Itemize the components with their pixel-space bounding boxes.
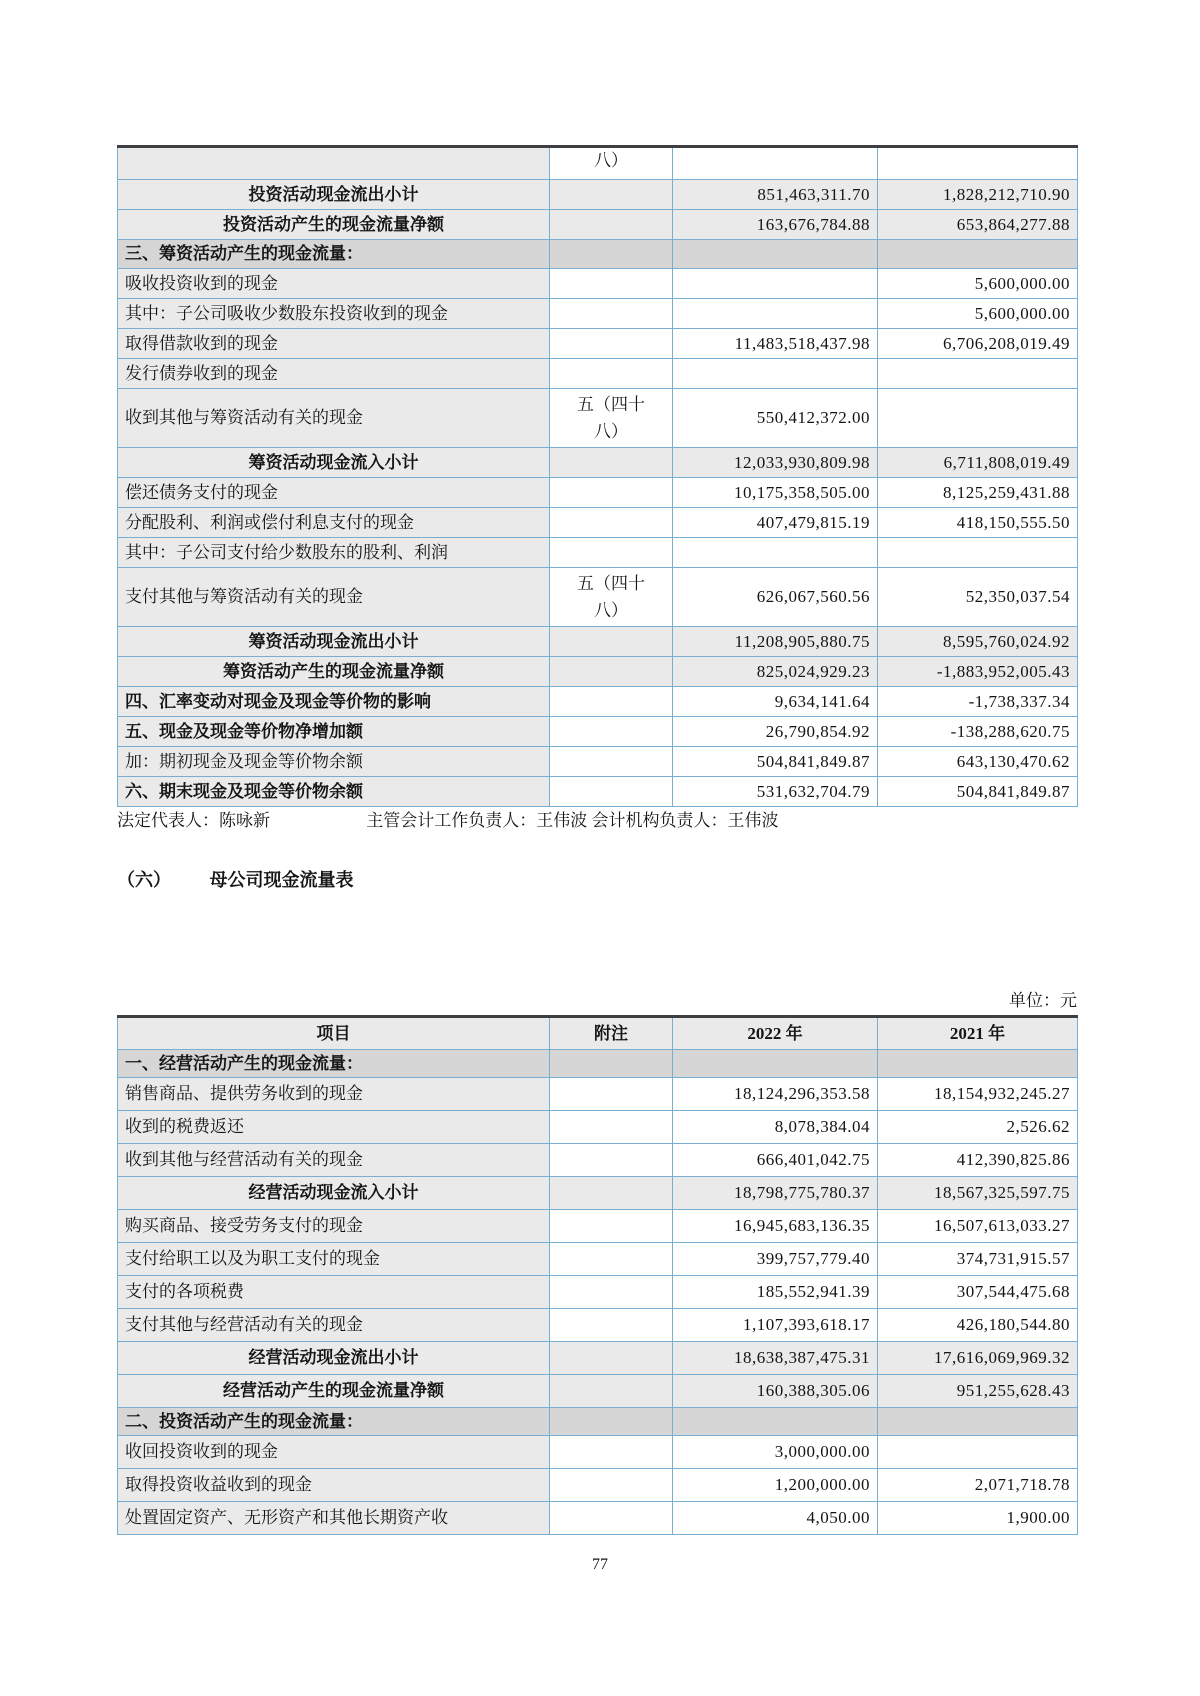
item-cell: 其中：子公司吸收少数股东投资收到的现金 [118, 299, 550, 329]
value-2021-cell: 8,125,259,431.88 [878, 478, 1078, 508]
item-cell: 加：期初现金及现金等价物余额 [118, 747, 550, 777]
value-2022-cell: 1,107,393,618.17 [673, 1309, 878, 1342]
note-cell [550, 627, 673, 657]
consolidated-cash-flow-table-continued [117, 145, 1078, 807]
note-cell [550, 1436, 673, 1469]
table-header [118, 1017, 1078, 1050]
table-row [118, 1078, 1078, 1111]
table-row [118, 717, 1078, 747]
note-cell [550, 1177, 673, 1210]
table-row [118, 538, 1078, 568]
item-cell: 支付其他与经营活动有关的现金 [118, 1309, 550, 1342]
table-row [118, 389, 1078, 448]
value-2021-cell: 307,544,475.68 [878, 1276, 1078, 1309]
table-row [118, 1469, 1078, 1502]
table-row [118, 747, 1078, 777]
note-cell [550, 299, 673, 329]
item-cell: 处置固定资产、无形资产和其他长期资产收 [118, 1502, 550, 1535]
value-2021-cell: 17,616,069,969.32 [878, 1342, 1078, 1375]
value-2021-cell [878, 1050, 1078, 1078]
note-cell: 八） [550, 147, 673, 180]
header-row [118, 1017, 1078, 1050]
value-2022-cell: 11,208,905,880.75 [673, 627, 878, 657]
table-row [118, 1309, 1078, 1342]
table-row [118, 657, 1078, 687]
value-2022-cell: 531,632,704.79 [673, 777, 878, 807]
note-cell [550, 1408, 673, 1436]
value-2022-cell: 1,200,000.00 [673, 1469, 878, 1502]
note-cell [550, 1050, 673, 1078]
value-2021-cell [878, 359, 1078, 389]
note-cell [550, 389, 673, 448]
section-title: 母公司现金流量表 [209, 870, 354, 890]
table-row [118, 1408, 1078, 1436]
item-cell: 经营活动产生的现金流量净额 [118, 1375, 550, 1408]
value-2022-cell: 10,175,358,505.00 [673, 478, 878, 508]
note-cell [550, 538, 673, 568]
value-2021-cell: 426,180,544.80 [878, 1309, 1078, 1342]
value-2022-cell: 18,798,775,780.37 [673, 1177, 878, 1210]
value-2021-cell: 6,706,208,019.49 [878, 329, 1078, 359]
note-cell [550, 657, 673, 687]
value-2021-cell: 52,350,037.54 [878, 568, 1078, 627]
unit-note: 单位：元 [1009, 991, 1077, 1010]
table-row [118, 777, 1078, 807]
value-2022-cell: 160,388,305.06 [673, 1375, 878, 1408]
value-2021-cell: 653,864,277.88 [878, 210, 1078, 240]
value-2022-cell [673, 1408, 878, 1436]
table-row [118, 508, 1078, 538]
note-cell [550, 180, 673, 210]
item-cell: 取得投资收益收到的现金 [118, 1469, 550, 1502]
note-cell [550, 1210, 673, 1243]
item-cell: 四、汇率变动对现金及现金等价物的影响 [118, 687, 550, 717]
value-2021-cell: 412,390,825.86 [878, 1144, 1078, 1177]
item-cell: 筹资活动现金流出小计 [118, 627, 550, 657]
note-cell [550, 359, 673, 389]
table-row [118, 1050, 1078, 1078]
header-2021: 2021 年 [878, 1017, 1078, 1050]
item-cell: 收回投资收到的现金 [118, 1436, 550, 1469]
value-2022-cell: 851,463,311.70 [673, 180, 878, 210]
item-cell: 经营活动现金流入小计 [118, 1177, 550, 1210]
table-row [118, 269, 1078, 299]
header-item: 项目 [118, 1017, 550, 1050]
note-cell [550, 508, 673, 538]
item-cell: 支付其他与筹资活动有关的现金 [118, 568, 550, 627]
value-2021-cell: 16,507,613,033.27 [878, 1210, 1078, 1243]
table-row [118, 180, 1078, 210]
value-2021-cell: 374,731,915.57 [878, 1243, 1078, 1276]
value-2022-cell [673, 359, 878, 389]
item-cell: 其中：子公司支付给少数股东的股利、利润 [118, 538, 550, 568]
item-cell [118, 147, 550, 180]
note-cell [550, 240, 673, 269]
table-body [118, 1050, 1078, 1535]
item-cell: 五、现金及现金等价物净增加额 [118, 717, 550, 747]
note-cell [550, 1342, 673, 1375]
page-number: 77 [592, 1556, 608, 1573]
item-cell: 销售商品、提供劳务收到的现金 [118, 1078, 550, 1111]
note-cell [550, 777, 673, 807]
table-row [118, 627, 1078, 657]
value-2022-cell: 185,552,941.39 [673, 1276, 878, 1309]
item-cell: 投资活动现金流出小计 [118, 180, 550, 210]
note-cell [550, 1078, 673, 1111]
item-cell: 发行债券收到的现金 [118, 359, 550, 389]
note-cell [550, 1375, 673, 1408]
table-row [118, 1177, 1078, 1210]
value-2022-cell: 11,483,518,437.98 [673, 329, 878, 359]
value-2022-cell: 16,945,683,136.35 [673, 1210, 878, 1243]
value-2022-cell: 3,000,000.00 [673, 1436, 878, 1469]
value-2021-cell: 6,711,808,019.49 [878, 448, 1078, 478]
table-row [118, 1144, 1078, 1177]
note-cell [550, 717, 673, 747]
value-2021-cell: 643,130,470.62 [878, 747, 1078, 777]
table-row [118, 1243, 1078, 1276]
note-cell [550, 210, 673, 240]
value-2022-cell [673, 538, 878, 568]
table-row [118, 299, 1078, 329]
table-row [118, 568, 1078, 627]
value-2022-cell: 12,033,930,809.98 [673, 448, 878, 478]
table-row [118, 1111, 1078, 1144]
table-row [118, 329, 1078, 359]
value-2021-cell [878, 389, 1078, 448]
value-2022-cell: 504,841,849.87 [673, 747, 878, 777]
accounting-head: 主管会计工作负责人：王伟波 [366, 811, 588, 830]
value-2022-cell [673, 147, 878, 180]
note-reference: 五（四十八） [577, 573, 645, 620]
value-2021-cell: 418,150,555.50 [878, 508, 1078, 538]
section-heading [117, 866, 1077, 892]
note-cell [550, 568, 673, 627]
value-2021-cell [878, 1408, 1078, 1436]
value-2022-cell: 407,479,815.19 [673, 508, 878, 538]
value-2021-cell: 1,828,212,710.90 [878, 180, 1078, 210]
item-cell: 六、期末现金及现金等价物余额 [118, 777, 550, 807]
header-note: 附注 [550, 1017, 673, 1050]
item-cell: 取得借款收到的现金 [118, 329, 550, 359]
value-2021-cell: 2,526.62 [878, 1111, 1078, 1144]
value-2022-cell: 18,124,296,353.58 [673, 1078, 878, 1111]
item-cell: 一、经营活动产生的现金流量： [118, 1050, 550, 1078]
value-2022-cell: 9,634,141.64 [673, 687, 878, 717]
table-row [118, 687, 1078, 717]
table-row [118, 1210, 1078, 1243]
item-cell: 支付的各项税费 [118, 1276, 550, 1309]
item-cell: 收到其他与筹资活动有关的现金 [118, 389, 550, 448]
table-row [118, 448, 1078, 478]
item-cell: 吸收投资收到的现金 [118, 269, 550, 299]
item-cell: 经营活动现金流出小计 [118, 1342, 550, 1375]
table-row [118, 1436, 1078, 1469]
table-row [118, 1276, 1078, 1309]
note-cell [550, 687, 673, 717]
table-row [118, 147, 1078, 180]
value-2022-cell: 626,067,560.56 [673, 568, 878, 627]
value-2021-cell: 2,071,718.78 [878, 1469, 1078, 1502]
value-2022-cell: 4,050.00 [673, 1502, 878, 1535]
value-2022-cell: 666,401,042.75 [673, 1144, 878, 1177]
section-number: （六） [117, 870, 171, 890]
value-2021-cell: -1,738,337.34 [878, 687, 1078, 717]
value-2021-cell: 5,600,000.00 [878, 269, 1078, 299]
table-body [118, 147, 1078, 807]
parent-company-cash-flow-table [117, 1015, 1078, 1535]
value-2021-cell: 951,255,628.43 [878, 1375, 1078, 1408]
header-2022: 2022 年 [673, 1017, 878, 1050]
item-cell: 筹资活动现金流入小计 [118, 448, 550, 478]
table-row [118, 359, 1078, 389]
item-cell: 投资活动产生的现金流量净额 [118, 210, 550, 240]
value-2022-cell: 18,638,387,475.31 [673, 1342, 878, 1375]
value-2021-cell: 8,595,760,024.92 [878, 627, 1078, 657]
value-2022-cell: 399,757,779.40 [673, 1243, 878, 1276]
value-2022-cell [673, 299, 878, 329]
value-2021-cell [878, 1436, 1078, 1469]
item-cell: 偿还债务支付的现金 [118, 478, 550, 508]
value-2021-cell: 18,567,325,597.75 [878, 1177, 1078, 1210]
signature-line [117, 806, 1077, 831]
note-cell [550, 1309, 673, 1342]
note-cell [550, 269, 673, 299]
table-row [118, 1502, 1078, 1535]
item-cell: 筹资活动产生的现金流量净额 [118, 657, 550, 687]
value-2021-cell: 5,600,000.00 [878, 299, 1078, 329]
item-cell: 二、投资活动产生的现金流量： [118, 1408, 550, 1436]
value-2021-cell: -138,288,620.75 [878, 717, 1078, 747]
note-cell [550, 1502, 673, 1535]
value-2022-cell: 163,676,784.88 [673, 210, 878, 240]
value-2022-cell: 550,412,372.00 [673, 389, 878, 448]
table-row [118, 240, 1078, 269]
item-cell: 支付给职工以及为职工支付的现金 [118, 1243, 550, 1276]
value-2022-cell: 26,790,854.92 [673, 717, 878, 747]
table-row [118, 210, 1078, 240]
value-2022-cell [673, 240, 878, 269]
item-cell: 购买商品、接受劳务支付的现金 [118, 1210, 550, 1243]
note-cell [550, 1111, 673, 1144]
note-cell [550, 1469, 673, 1502]
value-2022-cell [673, 269, 878, 299]
item-cell: 收到的税费返还 [118, 1111, 550, 1144]
note-reference: 五（四十八） [577, 394, 645, 441]
value-2022-cell: 8,078,384.04 [673, 1111, 878, 1144]
legal-representative: 法定代表人：陈咏新 [117, 811, 270, 830]
value-2022-cell [673, 1050, 878, 1078]
item-cell: 三、筹资活动产生的现金流量： [118, 240, 550, 269]
note-cell [550, 1276, 673, 1309]
table-row [118, 478, 1078, 508]
note-cell [550, 329, 673, 359]
accounting-org-head: 会计机构负责人：王伟波 [591, 811, 779, 830]
value-2021-cell: -1,883,952,005.43 [878, 657, 1078, 687]
value-2021-cell [878, 147, 1078, 180]
item-cell: 分配股利、利润或偿付利息支付的现金 [118, 508, 550, 538]
value-2021-cell: 18,154,932,245.27 [878, 1078, 1078, 1111]
item-cell: 收到其他与经营活动有关的现金 [118, 1144, 550, 1177]
table-row [118, 1375, 1078, 1408]
value-2021-cell [878, 538, 1078, 568]
table-row [118, 1342, 1078, 1375]
note-cell [550, 747, 673, 777]
note-cell [550, 1243, 673, 1276]
value-2022-cell: 825,024,929.23 [673, 657, 878, 687]
note-cell [550, 1144, 673, 1177]
note-cell [550, 448, 673, 478]
note-cell [550, 478, 673, 508]
value-2021-cell: 1,900.00 [878, 1502, 1078, 1535]
value-2021-cell: 504,841,849.87 [878, 777, 1078, 807]
value-2021-cell [878, 240, 1078, 269]
